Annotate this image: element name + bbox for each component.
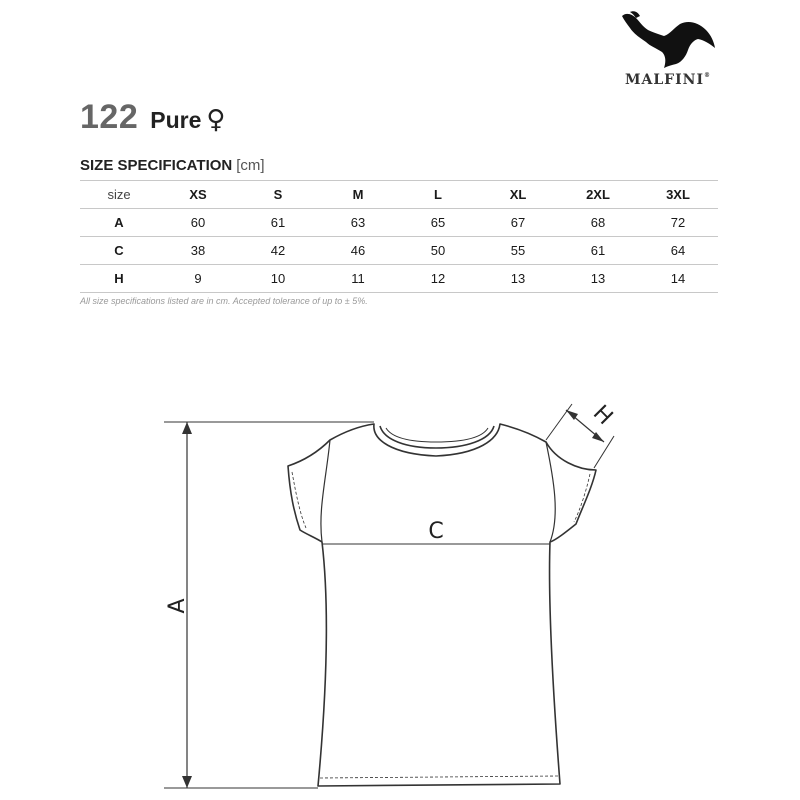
size-column-header: 2XL — [558, 181, 638, 209]
measurement-cell: 64 — [638, 237, 718, 265]
measurement-cell: 38 — [158, 237, 238, 265]
row-label: H — [80, 265, 158, 293]
female-icon: ♀ — [206, 105, 226, 135]
size-header-cell: size — [80, 181, 158, 209]
measurement-cell: 13 — [558, 265, 638, 293]
measurement-cell: 46 — [318, 237, 398, 265]
measurement-cell: 72 — [638, 209, 718, 237]
tolerance-note: All size specifications listed are in cm. Accepted tolerance of up to ± 5%. — [80, 296, 368, 306]
measurement-cell: 67 — [478, 209, 558, 237]
product-code: 122 — [80, 98, 139, 136]
measurement-cell: 61 — [238, 209, 318, 237]
dimension-h — [546, 401, 617, 468]
brand-name: MALFINI® — [624, 72, 712, 88]
measurement-cell: 9 — [158, 265, 238, 293]
measurement-cell: 12 — [398, 265, 478, 293]
product-name: Pure — [150, 107, 202, 133]
measurement-cell: 65 — [398, 209, 478, 237]
dimension-a — [164, 422, 374, 788]
measurement-cell: 10 — [238, 265, 318, 293]
measurement-cell: 50 — [398, 237, 478, 265]
size-column-header: L — [398, 181, 478, 209]
row-label: C — [80, 237, 158, 265]
dimension-c — [322, 519, 550, 544]
measurement-cell: 42 — [238, 237, 318, 265]
tshirt-outline — [288, 424, 596, 786]
spec-title: SIZE SPECIFICATION [cm] — [80, 157, 265, 174]
measurement-cell: 60 — [158, 209, 238, 237]
measurement-cell: 11 — [318, 265, 398, 293]
dimension-h-label: H — [587, 400, 618, 431]
dimension-c-label: C — [428, 519, 444, 544]
size-column-header: M — [318, 181, 398, 209]
spec-unit: [cm] — [236, 157, 265, 174]
measurement-cell: 68 — [558, 209, 638, 237]
measurement-cell: 14 — [638, 265, 718, 293]
size-column-header: S — [238, 181, 318, 209]
row-label: A — [80, 209, 158, 237]
measurement-cell: 63 — [318, 209, 398, 237]
measurement-cell: 13 — [478, 265, 558, 293]
size-column-header: 3XL — [638, 181, 718, 209]
size-column-header: XL — [478, 181, 558, 209]
measurement-cell: 61 — [558, 237, 638, 265]
dimension-a-label: A — [165, 598, 190, 614]
measurement-cell: 55 — [478, 237, 558, 265]
size-column-header: XS — [158, 181, 238, 209]
